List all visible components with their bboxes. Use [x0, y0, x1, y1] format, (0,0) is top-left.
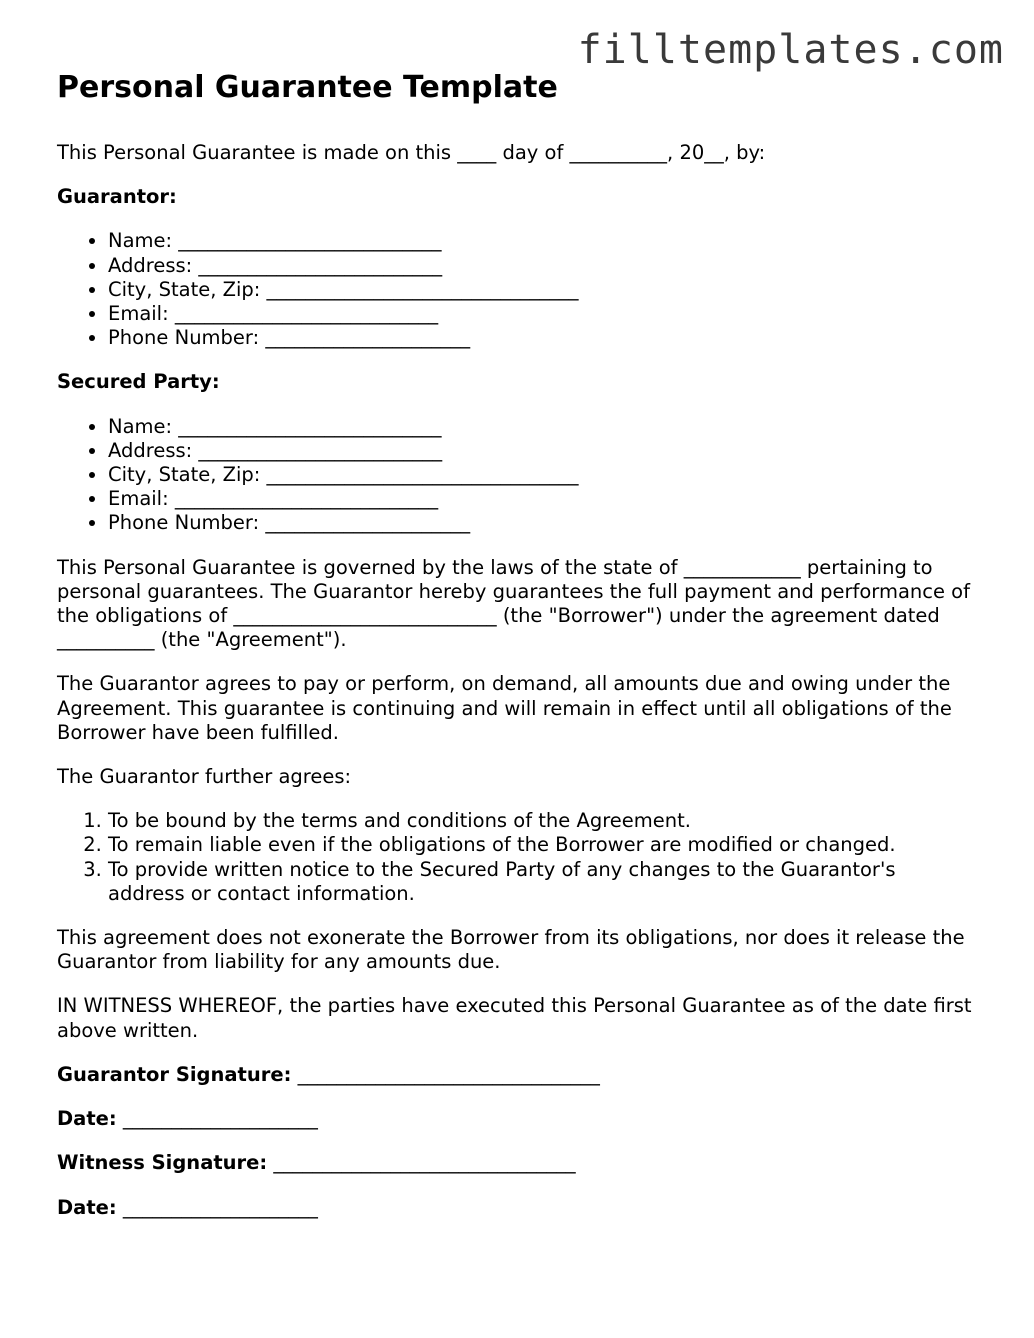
witness-whereof-paragraph: IN WITNESS WHEREOF, the parties have executed this Personal Guarantee as of the date first above written.	[57, 994, 972, 1042]
witness-signature-line: _______________________________	[273, 1151, 576, 1175]
guarantor-signature-row	[57, 1063, 977, 1087]
exoneration-paragraph: This agreement does not exonerate the Borrower from its obligations, nor does it release the Guarantor from liability for any amounts due.	[57, 926, 965, 974]
guarantor-heading: Guarantor:	[57, 185, 177, 209]
witness-date-label: Date:	[57, 1195, 117, 1219]
guarantor-date-label: Date:	[57, 1107, 117, 1131]
agreement-item: 3. To provide written notice to the Secured Party of any changes to the Guarantor's address or contact information.	[108, 858, 977, 906]
guarantor-signature-label: Guarantor Signature:	[57, 1062, 292, 1086]
guarantor-date-row	[57, 1107, 977, 1131]
witness-signature-row	[57, 1151, 977, 1175]
governing-law-paragraph: This Personal Guarantee is governed by the laws of the state of ____________ pertaining to personal guarantees. The Guarantor hereby guarantees the full payment and performance of the obligations of ___________________________ (the "Borrower") under the agreement dated __________ (the "Agreement").	[57, 555, 970, 652]
guarantor-email-field: • Email: ___________________________	[108, 302, 977, 326]
payment-paragraph: The Guarantor agrees to pay or perform, on demand, all amounts due and owing under the Agreement. This guarantee is continuing and will remain in effect until all obligations of the Borrower have been fulfilled.	[57, 672, 952, 744]
secured-party-address-field: • Address: _________________________	[108, 439, 977, 463]
guarantor-address-field: • Address: _________________________	[108, 254, 977, 278]
secured-party-name-field: • Name: ___________________________	[108, 415, 977, 439]
intro-paragraph: This Personal Guarantee is made on this ____ day of __________, 20__, by:	[57, 141, 766, 164]
agreement-item: 1. To be bound by the terms and conditions of the Agreement.	[108, 809, 977, 833]
watermark: filltemplates.com	[577, 27, 1004, 73]
secured-party-city-state-zip-field: • City, State, Zip: ________________________________	[108, 463, 977, 487]
guarantor-fields-list	[57, 229, 977, 350]
witness-date-line: ____________________	[122, 1195, 318, 1219]
further-agrees-paragraph: The Guarantor further agrees:	[57, 765, 352, 789]
document-title: Personal Guarantee Template	[57, 70, 558, 105]
guarantor-city-state-zip-field: • City, State, Zip: ________________________________	[108, 278, 977, 302]
witness-date-row	[57, 1196, 977, 1220]
secured-party-fields-list	[57, 415, 977, 536]
secured-party-email-field: • Email: ___________________________	[108, 487, 977, 511]
guarantor-phone-field: • Phone Number: _____________________	[108, 326, 977, 350]
guarantor-signature-line: _______________________________	[297, 1062, 600, 1086]
guarantor-date-line: ____________________	[122, 1107, 318, 1131]
secured-party-heading: Secured Party:	[57, 370, 220, 394]
agreement-item: 2. To remain liable even if the obligations of the Borrower are modified or changed.	[108, 833, 977, 857]
guarantor-name-field: • Name: ___________________________	[108, 229, 977, 253]
agreements-list	[57, 809, 977, 906]
witness-signature-label: Witness Signature:	[57, 1151, 268, 1175]
document-page	[57, 68, 977, 1240]
secured-party-phone-field: • Phone Number: _____________________	[108, 511, 977, 535]
